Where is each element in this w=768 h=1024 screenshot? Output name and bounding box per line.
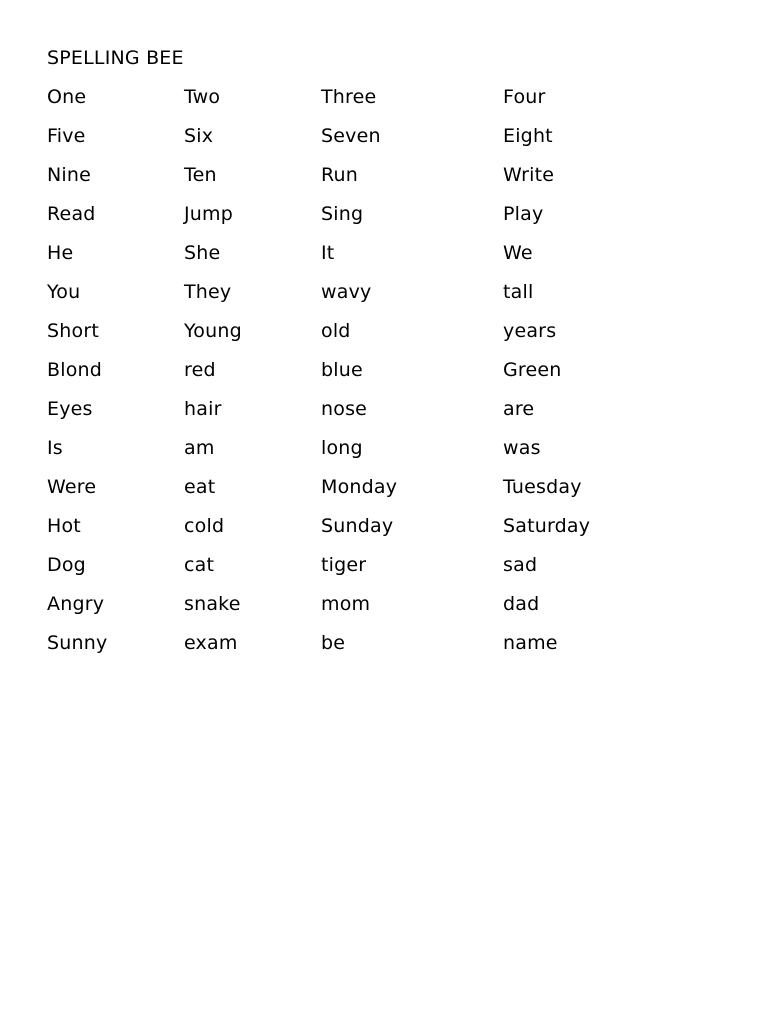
table-row — [47, 512, 683, 551]
word-cell: Were — [47, 476, 97, 498]
table-row — [47, 278, 683, 317]
word-cell: Blond — [47, 359, 103, 381]
word-cell: nose — [321, 398, 368, 420]
word-cell: Hot — [47, 515, 81, 537]
word-cell: Ten — [184, 164, 217, 186]
table-row — [47, 161, 683, 200]
table-row — [47, 200, 683, 239]
table-row — [47, 629, 683, 668]
word-cell: Jump — [184, 203, 234, 225]
word-cell: We — [503, 242, 533, 264]
word-cell: sad — [503, 554, 538, 576]
word-cell: Sing — [321, 203, 364, 225]
word-cell: cat — [184, 554, 215, 576]
word-cell: Nine — [47, 164, 92, 186]
word-cell: Young — [184, 320, 242, 342]
word-cell: Sunny — [47, 632, 108, 654]
word-cell: dad — [503, 593, 540, 615]
word-cell: You — [47, 281, 81, 303]
word-cell: Tuesday — [503, 476, 582, 498]
word-cell: red — [184, 359, 216, 381]
table-row — [47, 434, 683, 473]
word-cell: Six — [184, 125, 214, 147]
word-cell: mom — [321, 593, 371, 615]
table-row — [47, 83, 683, 122]
word-cell: Saturday — [503, 515, 591, 537]
document-page — [47, 44, 727, 668]
word-cell: Two — [184, 86, 221, 108]
word-cell: Four — [503, 86, 546, 108]
word-cell: Short — [47, 320, 99, 342]
table-row — [47, 122, 683, 161]
word-cell: Sunday — [321, 515, 394, 537]
word-cell: One — [47, 86, 87, 108]
word-cell: was — [503, 437, 541, 459]
word-cell: Write — [503, 164, 555, 186]
table-row — [47, 590, 683, 629]
word-cell: tiger — [321, 554, 367, 576]
word-cell: am — [184, 437, 215, 459]
word-cell: exam — [184, 632, 238, 654]
word-cell: snake — [184, 593, 241, 615]
word-cell: She — [184, 242, 221, 264]
word-cell: are — [503, 398, 535, 420]
word-cell: He — [47, 242, 74, 264]
word-cell: Monday — [321, 476, 398, 498]
word-cell: Run — [321, 164, 359, 186]
word-cell: Dog — [47, 554, 86, 576]
word-cell: Angry — [47, 593, 105, 615]
table-row — [47, 551, 683, 590]
page-title: SPELLING BEE — [47, 47, 184, 69]
table-row — [47, 395, 683, 434]
word-cell: Green — [503, 359, 562, 381]
word-table — [47, 83, 683, 668]
word-cell: old — [321, 320, 351, 342]
word-cell: It — [321, 242, 335, 264]
word-cell: Eight — [503, 125, 553, 147]
word-cell: Three — [321, 86, 377, 108]
word-cell: name — [503, 632, 558, 654]
word-cell: wavy — [321, 281, 372, 303]
word-cell: long — [321, 437, 363, 459]
word-cell: years — [503, 320, 557, 342]
word-cell: Read — [47, 203, 96, 225]
word-cell: Is — [47, 437, 63, 459]
word-cell: Play — [503, 203, 544, 225]
word-cell: Seven — [321, 125, 381, 147]
table-row — [47, 317, 683, 356]
table-row — [47, 473, 683, 512]
word-cell: Eyes — [47, 398, 93, 420]
word-cell: hair — [184, 398, 222, 420]
word-cell: blue — [321, 359, 363, 381]
word-cell: cold — [184, 515, 225, 537]
word-cell: They — [184, 281, 232, 303]
word-cell: eat — [184, 476, 216, 498]
word-cell: tall — [503, 281, 534, 303]
word-cell: Five — [47, 125, 86, 147]
table-row — [47, 239, 683, 278]
word-cell: be — [321, 632, 346, 654]
table-row — [47, 356, 683, 395]
